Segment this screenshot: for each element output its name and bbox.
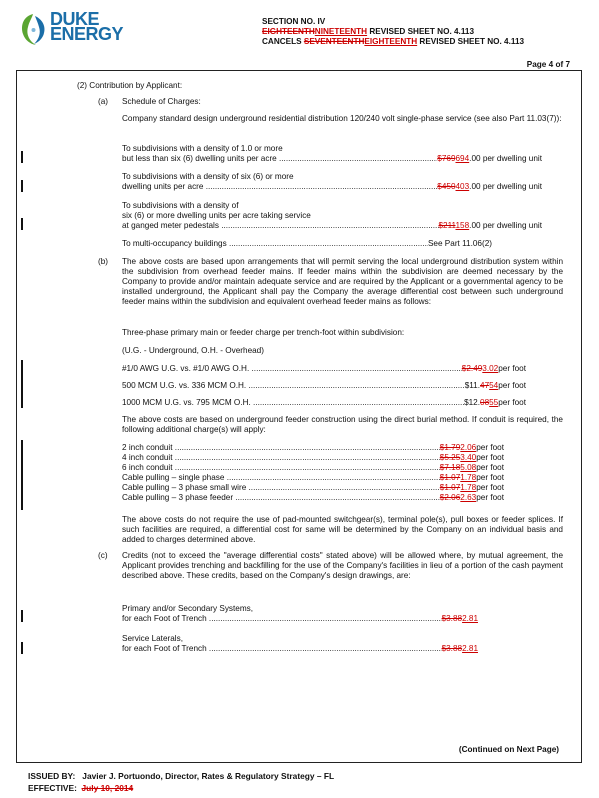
conduit-label: Cable pulling – 3 phase small wire ..... (122, 483, 440, 493)
list-item (122, 453, 504, 463)
new-value: 1.78 (460, 483, 477, 492)
feeder-row-3-value (464, 398, 526, 408)
schedule-row-1-line2 (122, 154, 542, 164)
item-c-paragraph: Credits (not to exceed the "average differential costs" stated above) will be allowed where, by mutual agreement, the Applicant provides trenching and backfilling for the use of the Company's facilities in lieu of a portion of the cash payment described above. These credits, based on the Company's design drawings, are: (122, 551, 563, 580)
logo-line-1: DUKE (50, 9, 100, 29)
sheet-rest: REVISED SHEET NO. 4.113 (367, 27, 475, 36)
old-value: $1.79 (439, 443, 461, 452)
cancels-rest: REVISED SHEET NO. 4.113 (417, 37, 525, 46)
unit: per foot (476, 443, 504, 452)
schedule-row-3-line2: six (6) or more dwelling units per acre taking service (122, 211, 311, 220)
feeder-row-2-label: 500 MCM U.G. vs. 336 MCM O.H. ..... (122, 381, 465, 391)
schedule-row-4-label: To multi-occupancy buildings ..... (122, 239, 428, 249)
issued-by-line (28, 771, 334, 781)
switchgear-note: The above costs do not require the use of pad-mounted switchgear(s), terminal pole(s), pull boxes or feeder splices. If such facilities are required, a differential cost for same will be determined by the Company on an individual basis and added to charges determined above. (122, 515, 563, 544)
credit-row-2 (122, 634, 478, 654)
item-a-title: Schedule of Charges: (122, 97, 201, 106)
change-bar (21, 151, 23, 163)
section-number: SECTION NO. IV (262, 17, 326, 26)
schedule-row-3-line3 (122, 221, 542, 231)
logo-line-2: ENERGY (50, 24, 124, 44)
list-item (122, 463, 504, 473)
credit-row-1-line2 (122, 614, 478, 624)
new-value: 2.63 (460, 493, 477, 502)
schedule-row-2 (122, 172, 542, 192)
old-value: $2.06 (439, 493, 461, 502)
feeder-row-1-label: #1/0 AWG U.G. vs. #1/0 AWG O.H. ..... (122, 364, 462, 374)
credit-row-1 (122, 604, 478, 624)
logo-wordmark (50, 9, 124, 44)
schedule-row-2-label: dwelling units per acre ..... (122, 182, 437, 192)
page-number: Page 4 of 7 (526, 60, 570, 69)
unit: per foot (498, 398, 526, 407)
new-value: 2.81 (462, 644, 478, 653)
old-value: $1.07 (439, 483, 461, 492)
cancels-label: CANCELS (262, 37, 304, 46)
continued-note: (Continued on Next Page) (458, 745, 559, 754)
schedule-row-3-line1: To subdivisions with a density of (122, 201, 239, 210)
old-value: 08 (480, 398, 490, 407)
three-phase-heading: Three-phase primary main or feeder charge per trench-foot within subdivision: (122, 328, 405, 337)
unit: per foot (498, 381, 526, 390)
new-value: 5.08 (460, 463, 477, 472)
unit: per foot (476, 453, 504, 462)
feeder-row-3 (122, 398, 526, 408)
value-prefix: $11. (464, 381, 481, 390)
conduit-label: 2 inch conduit ..... (122, 443, 440, 453)
old-value: $3.88 (441, 644, 463, 653)
old-value: $1.07 (439, 473, 461, 482)
unit: per foot (476, 483, 504, 492)
bottom-rule (16, 762, 582, 763)
item-a-label: (a) (98, 97, 109, 106)
feeder-row-2-value (465, 381, 526, 391)
change-bar (21, 642, 23, 654)
schedule-row-4 (122, 239, 492, 249)
list-item (122, 443, 504, 453)
ug-oh-legend: (U.G. - Underground, O.H. - Overhead) (122, 346, 264, 355)
new-value: 694 (455, 154, 470, 163)
credit-row-1-label: for each Foot of Trench ..... (122, 614, 442, 624)
new-value: 55 (489, 398, 499, 407)
old-value: $5.25 (439, 453, 461, 462)
unit: per foot (476, 463, 504, 472)
old-value: $769 (437, 154, 456, 163)
unit: per foot (476, 473, 504, 482)
effective-line (28, 783, 133, 793)
schedule-row-3-label: at ganged meter pedestals ..... (122, 221, 439, 231)
list-item (122, 483, 504, 493)
unit: .00 per dwelling unit (469, 182, 542, 191)
cancels-old: SEVENTEENTH (303, 37, 365, 46)
issued-label: ISSUED BY: (28, 771, 76, 781)
credit-row-2-label: for each Foot of Trench ..... (122, 644, 442, 654)
duke-energy-logo-icon (19, 12, 47, 48)
new-value: 2.81 (462, 614, 478, 623)
new-value: 3.02 (482, 364, 499, 373)
sheet-new: NINETEENTH (314, 27, 368, 36)
new-value: 1.78 (460, 473, 477, 482)
old-value: $7.18 (439, 463, 461, 472)
unit: .00 per dwelling unit (469, 154, 542, 163)
item-c-label: (c) (98, 551, 108, 560)
item-2-heading: (2) Contribution by Applicant: (77, 81, 183, 90)
unit: per foot (476, 493, 504, 502)
effective-label: EFFECTIVE: (28, 783, 77, 793)
schedule-row-1-value (437, 154, 542, 164)
conduit-label: Cable pulling – 3 phase feeder ..... (122, 493, 440, 503)
item-b-label: (b) (98, 257, 109, 266)
schedule-row-2-line2 (122, 182, 542, 192)
schedule-row-3 (122, 201, 542, 231)
revised-sheet-line (262, 27, 524, 37)
schedule-row-1-label: but less than six (6) dwelling units per acre ..... (122, 154, 437, 164)
value-prefix: $12. (464, 398, 481, 407)
new-value: 54 (489, 381, 499, 390)
feeder-row-2 (122, 381, 526, 391)
sheet-old: EIGHTEENTH (262, 27, 315, 36)
item-a-intro: Company standard design underground residential distribution 120/240 volt single-phase service (see also Part 11.03(7)): (122, 114, 562, 123)
feeder-row-1-value (462, 364, 526, 374)
change-bar (21, 180, 23, 192)
credit-row-2-line1: Service Laterals, (122, 634, 183, 643)
conduit-label: Cable pulling – single phase ..... (122, 473, 440, 483)
conduit-paragraph: The above costs are based on underground feeder construction using the direct burial method. If conduit is required, the following additional charge(s) will apply: (122, 415, 563, 434)
new-value: 2.06 (460, 443, 477, 452)
list-item (122, 473, 504, 483)
new-value: 403 (455, 182, 470, 191)
conduit-label: 6 inch conduit ..... (122, 463, 440, 473)
conduit-list (122, 443, 504, 503)
old-value: $450 (437, 182, 456, 191)
sheet-header (262, 17, 524, 47)
item-b-paragraph: The above costs are based upon arrangements that will permit serving the local underground distribution system within the subdivision from overhead feeder mains. If feeder mains within the subdivision are deemed necessary by the Company to provide and/or maintain adequate service and are required by the Applicant or a governmental agency to be installed underground, the Applicant shall pay the Company the average differential cost between such underground feeder mains within the subdivision and equivalent overhead feeder mains as follows: (122, 257, 563, 306)
change-bar (21, 440, 23, 510)
change-bar (21, 610, 23, 622)
change-bar (21, 218, 23, 230)
unit: per foot (498, 364, 526, 373)
credit-row-1-line1: Primary and/or Secondary Systems, (122, 604, 254, 613)
schedule-row-1 (122, 144, 542, 164)
cancels-new: EIGHTEENTH (364, 37, 418, 46)
schedule-row-1-line1: To subdivisions with a density of 1.0 or more (122, 144, 283, 153)
old-value: 2.49 (466, 364, 483, 373)
cancels-line (262, 37, 524, 47)
new-value: 158 (455, 221, 470, 230)
feeder-row-1 (122, 364, 526, 374)
list-item (122, 493, 504, 503)
credit-row-2-line2 (122, 644, 478, 654)
change-bar (21, 360, 23, 408)
issued-by-name: Javier J. Portuondo, Director, Rates & Regulatory Strategy – FL (82, 771, 335, 781)
schedule-row-4-value: See Part 11.06(2) (427, 239, 492, 248)
schedule-row-3-value (439, 221, 543, 231)
schedule-row-2-line1: To subdivisions with a density of six (6) or more (122, 172, 294, 181)
effective-date-old: July 10, 2014 (81, 783, 134, 793)
feeder-row-3-label: 1000 MCM U.G. vs. 795 MCM O.H. ..... (122, 398, 464, 408)
schedule-row-2-value (437, 182, 542, 192)
currency: $ (461, 364, 467, 373)
old-value: 47 (480, 381, 490, 390)
unit: .00 per dwelling unit (469, 221, 542, 230)
old-value: $3.88 (441, 614, 463, 623)
new-value: 3.40 (460, 453, 477, 462)
conduit-label: 4 inch conduit ..... (122, 453, 440, 463)
old-value: $211 (438, 221, 456, 230)
